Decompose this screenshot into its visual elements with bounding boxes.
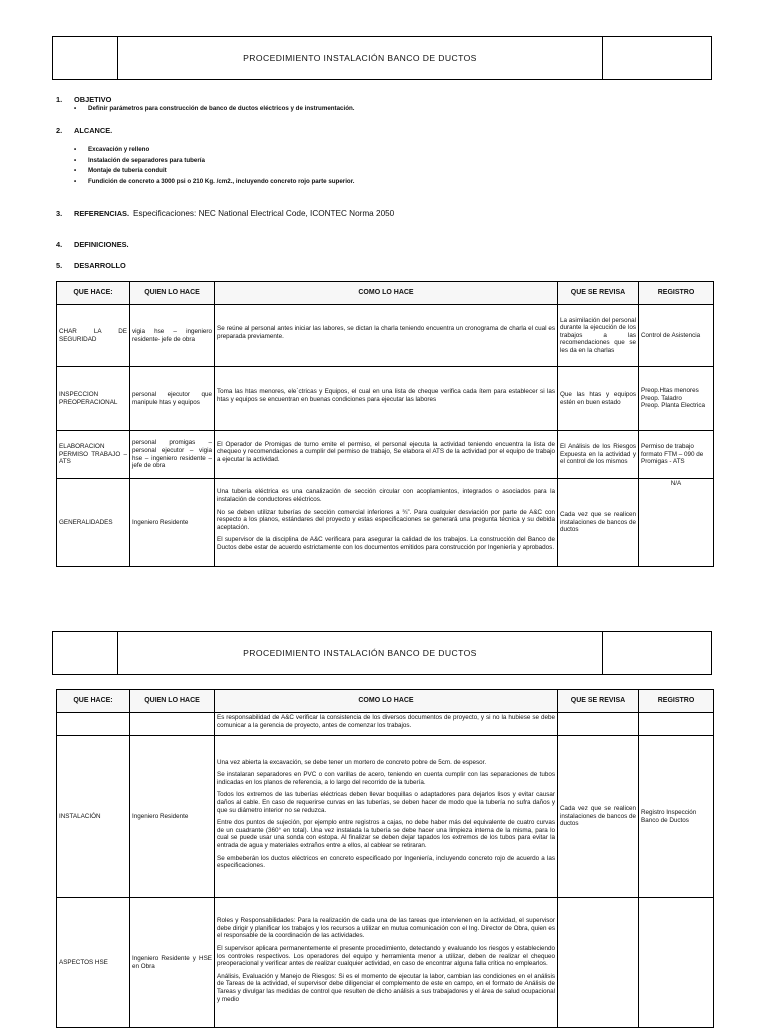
- como-cell: [215, 713, 558, 736]
- section-title: DESARROLLO: [74, 261, 126, 270]
- table-row: [57, 479, 714, 567]
- como-paragraph: El supervisor aplicara permanentemente el presente procedimiento, detectando y evaluando los riesgos y estableciendo los controles respectivos. Los operadores del equipo y herramienta menor a utilizar, deben de realizar el chequeo preoperacional y verificar antes de realizar cualquier actividad, en caso de encontrar alguna falla crítica no emplearlos.: [217, 945, 555, 968]
- document-header-2: [52, 631, 712, 675]
- header-quien: QUIEN LO HACE: [130, 282, 215, 305]
- section-title: REFERENCIAS.: [74, 209, 130, 218]
- header-revisa: QUE SE REVISA: [558, 690, 639, 713]
- como-cell: [215, 479, 558, 567]
- section-number: 1.: [56, 95, 63, 104]
- table-header-row: [57, 690, 714, 713]
- revisa-cell: [558, 898, 639, 1028]
- como-paragraph: Se reúne al personal antes iniciar las labores, se dictan la charla teniendo encuentra un cronograma de charla el cual es preparada previamente.: [217, 325, 555, 340]
- como-paragraph: Una tubería eléctrica es una canalización de sección circular con acoplamientos, integrados o asociados para la instalación de conductores eléctricos.: [217, 488, 555, 504]
- como-cell: [215, 736, 558, 898]
- registro-cell: [639, 898, 714, 1028]
- revisa-cell: Que las htas y equipos estén en buen estado: [558, 367, 639, 431]
- table-row: [57, 431, 714, 479]
- document-title: PROCEDIMIENTO INSTALACIÓN BANCO DE DUCTOS: [118, 632, 603, 674]
- document-title: PROCEDIMIENTO INSTALACIÓN BANCO DE DUCTOS: [118, 37, 603, 79]
- procedure-table-2: [56, 689, 714, 1028]
- revisa-cell: El Análisis de los Riesgos Expuesta en la actividad y el control de los mismos: [558, 431, 639, 479]
- section-title: ALCANCE.: [74, 126, 113, 135]
- alcance-bullets: [74, 145, 354, 187]
- como-paragraph: Se embeberán los ductos eléctricos en concreto especificado por Ingeniería, incluyendo concreto rojo de acuerdo a las especificaciones.: [217, 854, 555, 870]
- bullet-item: • Definir parámetros para construcción de banco de ductos eléctricos y de instrumentación.: [74, 104, 354, 115]
- section-referencias: [56, 209, 394, 218]
- bullet-item: • Instalación de separadores para tubería: [74, 156, 354, 167]
- logo-cell: [53, 37, 118, 79]
- section-number: 5.: [56, 261, 63, 270]
- registro-cell: Registro Inspección Banco de Ductos: [639, 736, 714, 898]
- que-cell: INSTALACIÓN: [57, 736, 130, 898]
- como-paragraph: El Operador de Promigas de turno emite el permiso, el personal ejecuta la actividad teniendo encuentra la lista de chequeo y recomendaciones a cumplir del permiso de trabajo, Se elabora el ATS de la actividad por el equipo de trabajo a ejecutar la actividad.: [217, 440, 555, 463]
- section-number: 3.: [56, 209, 63, 218]
- section-number: 2.: [56, 126, 63, 135]
- revisa-cell: [558, 713, 639, 736]
- que-cell: [57, 713, 130, 736]
- section-definiciones: [56, 240, 129, 249]
- section-title: DEFINICIONES.: [74, 240, 129, 249]
- quien-cell: Ingeniero Residente: [130, 736, 215, 898]
- registro-cell: Control de Asistencia: [639, 305, 714, 367]
- revisa-cell: Cada vez que se realicen instalaciones de bancos de ductos: [558, 736, 639, 898]
- revisa-cell: Cada vez que se realicen instalaciones de bancos de ductos: [558, 479, 639, 567]
- table-row: [57, 713, 714, 736]
- que-cell: CHAR LA DE SEGURIDAD: [57, 305, 130, 367]
- document-header: [52, 36, 712, 80]
- como-paragraph: Una vez abierta la excavación, se debe tener un mortero de concreto pobre de 5cm. de espesor.: [217, 758, 487, 766]
- bullet-item: • Fundición de concreto a 3000 psi o 210 Kg. /cm2., incluyendo concreto rojo parte superior.: [74, 177, 354, 188]
- table-row: [57, 898, 714, 1028]
- registro-cell: [639, 713, 714, 736]
- code-cell: [603, 37, 711, 79]
- como-paragraph: Se instalaran separadores en PVC o con varillas de acero, teniendo en cuenta cumplir con las separaciones de tubos indicadas en los planos de referencia, a lo largo del recorrido de la tubería.: [217, 771, 555, 786]
- table-body-1: [57, 305, 714, 567]
- header-revisa: QUE SE REVISA: [558, 282, 639, 305]
- como-cell: [215, 305, 558, 367]
- section-desarrollo: [56, 261, 126, 270]
- header-como: COMO LO HACE: [215, 282, 558, 305]
- section-objetivo: [56, 95, 111, 104]
- registro-cell: N/A: [639, 479, 714, 567]
- quien-cell: [130, 713, 215, 736]
- quien-cell: personal ejecutor que manipule htas y equipos: [130, 367, 215, 431]
- table-row: [57, 305, 714, 367]
- procedure-table-1: [56, 281, 714, 567]
- table-row: [57, 736, 714, 898]
- bullet-item: • Excavación y relleno: [74, 145, 354, 156]
- como-paragraph: Entre dos puntos de sujeción, por ejemplo entre registros a cajas, no debe haber más del equivalente de cuatro curvas de un cuadrante (360° en total). Una vez instalada la tubería se debe hacer una limpieza interna de la misma, para lo cual se puede usar una sonda con estopa. Al finalizar se deben dejar tapados los extremos de los tubos para evitar la entrada de agua y materiales extraños entre a ellos, al cablear se retiraran.: [217, 819, 555, 849]
- table-row: [57, 367, 714, 431]
- como-paragraph: Todos los extremos de las tuberías eléctricas deben llevar boquillas o adaptadores para dejarlos lisos y evitar causar daños al cable. En caso de requerirse curvas en las tuberías, se deben hacer de modo que la tubería no sufra daños y que su diámetro interior no se reduzca.: [217, 791, 555, 814]
- como-cell: [215, 431, 558, 479]
- registro-cell: Permiso de trabajo formato FTM – 090 de Promigas - ATS: [639, 431, 714, 479]
- section-title: OBJETIVO: [74, 95, 112, 104]
- code-cell: [603, 632, 711, 674]
- como-paragraph: Es responsabilidad de A&C verificar la consistencia de los diversos documentos de proyecto, y si no la hubiese se debe comunicar a la gerencia de proyecto, antes de comenzar los trabajos.: [217, 714, 555, 729]
- bullet-item: • Montaje de tubería conduit: [74, 166, 354, 177]
- table-body-2: [57, 713, 714, 1028]
- quien-cell: Ingeniero Residente y HSE en Obra: [130, 898, 215, 1028]
- revisa-cell: La asimilación del personal durante la ejecución de los trabajos a las recomendaciones que se les da en la charlas: [558, 305, 639, 367]
- referencias-text: Especificaciones: NEC National Electrical Code, ICONTEC Norma 2050: [133, 209, 395, 218]
- como-paragraph: El supervisor de la disciplina de A&C verificara para asegurar la calidad de los trabajos. La construcción del Banco de Ductos debe estar de acuerdo estrictamente con los documentos emitidos para construcción por Ingeniería y aprobados.: [217, 536, 555, 551]
- section-alcance: [56, 126, 112, 135]
- como-paragraph: Roles y Responsabilidades: Para la realización de cada una de las tareas que intervienen en la actividad, el supervisor debe dirigir y planificar los trabajos y los recursos a utilizar en mutua comunicación con el Ing. Director de Obra, quien es el responsable de la coordinación de las actividades.: [217, 917, 555, 940]
- header-registro: REGISTRO: [639, 690, 714, 713]
- header-que-hace: QUE HACE:: [57, 690, 130, 713]
- section-number: 4.: [56, 240, 63, 249]
- como-cell: [215, 898, 558, 1028]
- table-header-row: [57, 282, 714, 305]
- que-cell: GENERALIDADES: [57, 479, 130, 567]
- como-paragraph: No se deben utilizar tuberías de sección comercial inferiores a ¾”. Para cualquier desviación por parte de A&C con respecto a los planos, estándares del proyecto y estas especificaciones se generará una pregunta técnica y su debida aceptación.: [217, 508, 555, 531]
- como-paragraph: Análisis, Evaluación y Manejo de Riesgos: Si es el momento de ejecutar la labor, cambian las condiciones en el análisis de Tareas de la actividad, el supervisor debe diligenciar el complemento de este en campo, en el formato de Análisis de Tareas y divulgar las medidas de control que resulten de dicho análisis a sus trabajadores y el área de salud ocupacional y medio: [217, 972, 555, 1003]
- quien-cell: personal promigas – personal ejecutor – vigia hse – ingeniero residente – jefe de obra: [130, 431, 215, 479]
- header-quien: QUIEN LO HACE: [130, 690, 215, 713]
- header-registro: REGISTRO: [639, 282, 714, 305]
- como-paragraph: Toma las htas menores, ele`ctricas y Equipos, el cual en una lista de cheque verifica cada ítem para establecer si las htas y equipos se encuentran en buenas condiciones para ejecutar las labores: [217, 388, 555, 403]
- objetivo-bullets: [74, 104, 354, 115]
- que-cell: INSPECCION PREOPERACIONAL: [57, 367, 130, 431]
- quien-cell: vigia hse – ingeniero residente- jefe de obra: [130, 305, 215, 367]
- como-cell: [215, 367, 558, 431]
- que-cell: ASPECTOS HSE: [57, 898, 130, 1028]
- quien-cell: Ingeniero Residente: [130, 479, 215, 567]
- logo-cell: [53, 632, 118, 674]
- registro-cell: Preop.Htas menores Preop. Taladro Preop. Planta Electrica: [639, 367, 714, 431]
- que-cell: ELABORACION PERMISO TRABAJO – ATS: [57, 431, 130, 479]
- header-como: COMO LO HACE: [215, 690, 558, 713]
- header-que-hace: QUE HACE:: [57, 282, 130, 305]
